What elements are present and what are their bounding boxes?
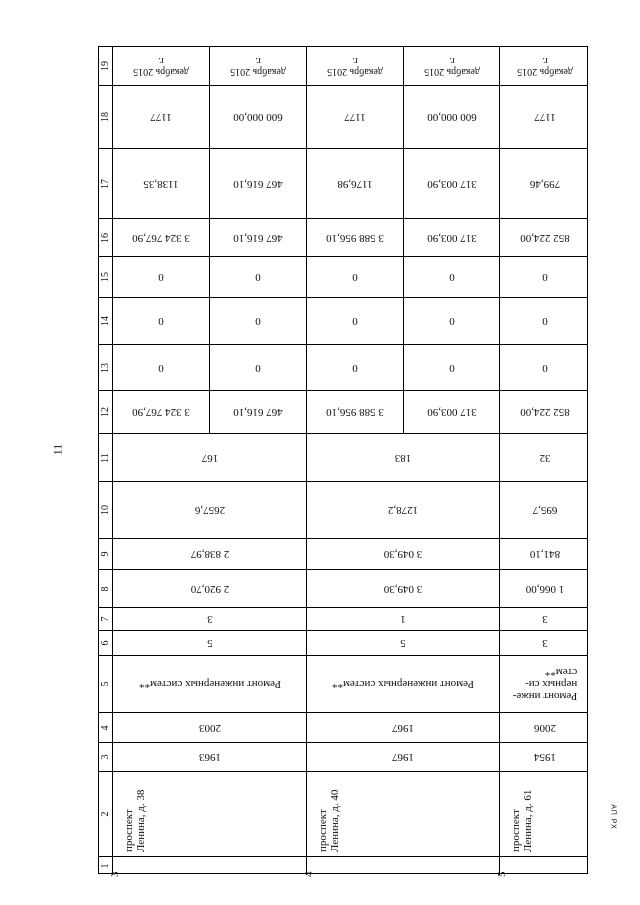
column-number-cell <box>99 149 112 218</box>
table-cell <box>499 345 589 390</box>
column-number: 5 <box>99 681 111 687</box>
column-number-cell <box>99 47 112 85</box>
table-row-col-3 <box>99 742 587 771</box>
cell-value: 1967 <box>392 751 414 763</box>
table-cell <box>306 219 403 256</box>
table-cell <box>306 434 499 481</box>
table-cell <box>499 219 589 256</box>
table-cell <box>306 539 499 569</box>
cell-value: 0 <box>448 271 455 283</box>
address-line: проспект <box>123 809 135 852</box>
table-cell <box>499 656 589 712</box>
cell-value: декабрь 2015 г. <box>327 55 383 77</box>
cell-value: 183 <box>394 451 412 464</box>
table-cell <box>112 257 209 297</box>
table-row-col-14 <box>99 297 587 344</box>
column-number: 13 <box>99 362 111 373</box>
page-number: 11 <box>50 443 65 456</box>
column-number: 15 <box>99 272 111 282</box>
cell-value: 317 003,90 <box>426 177 477 190</box>
column-number: 1 <box>99 863 111 869</box>
cell-value: 0 <box>448 361 455 374</box>
data-table <box>98 46 588 877</box>
table-cell <box>112 391 209 433</box>
table-row-col-7 <box>99 607 587 630</box>
table-cell <box>403 391 499 433</box>
table-cell <box>306 298 403 344</box>
table-cell <box>306 47 403 85</box>
table-cell <box>306 482 499 538</box>
table-cell <box>306 391 403 433</box>
table-cell <box>112 86 209 148</box>
cell-value: 600 000,00 <box>233 111 283 123</box>
cell-value: 2 920,70 <box>190 582 229 595</box>
table-cell <box>209 345 306 390</box>
table-cell <box>112 743 306 771</box>
table-cell <box>112 570 306 607</box>
column-number-cell <box>99 345 112 390</box>
table-cell <box>209 391 306 433</box>
cell-value: 3 324 767,90 <box>132 406 190 418</box>
table-cell <box>499 149 589 218</box>
cell-value: 0 <box>255 361 261 374</box>
table-cell <box>499 743 589 771</box>
work-type <box>512 666 577 702</box>
table-cell <box>499 608 589 630</box>
column-number: 18 <box>99 112 111 122</box>
table-cell <box>303 857 499 877</box>
table-cell <box>499 482 589 538</box>
cell-value: 852 224,00 <box>519 406 570 418</box>
column-number-cell <box>99 713 112 742</box>
table-cell <box>499 713 589 742</box>
table-row-col-11 <box>99 433 587 481</box>
table-row-col-12 <box>99 390 587 433</box>
table-cell <box>499 631 589 655</box>
cell-value: 0 <box>255 271 261 283</box>
column-number: 9 <box>99 551 111 557</box>
column-number-cell <box>99 631 112 655</box>
cell-value: 1 066,00 <box>525 582 564 595</box>
cell-value: 1176,98 <box>337 177 373 190</box>
table-row-col-16 <box>99 218 587 256</box>
table-row-col-4 <box>99 712 587 742</box>
table-cell <box>306 631 499 655</box>
cell-value: 0 <box>541 361 548 374</box>
record-number: 3 <box>109 871 121 877</box>
footer-mark: АП РХ <box>609 804 617 830</box>
table-cell <box>403 47 499 85</box>
table-cell <box>112 482 306 538</box>
cell-value: 841,10 <box>529 548 560 560</box>
cell-value: декабрь 2015 г. <box>423 55 480 77</box>
column-number-cell <box>99 743 112 771</box>
cell-value: 5 <box>206 637 213 649</box>
cell-value: 467 616,10 <box>233 231 283 244</box>
cell-value: 1963 <box>198 751 221 763</box>
column-number: 16 <box>99 232 111 243</box>
cell-value: 3 049,30 <box>383 548 423 560</box>
cell-value: 695,7 <box>532 504 557 516</box>
column-number-cell <box>99 570 112 607</box>
column-number: 14 <box>99 316 111 326</box>
table-row-col-10 <box>99 481 587 538</box>
table-cell <box>112 298 209 344</box>
table-cell <box>112 149 209 218</box>
record-number: 4 <box>303 871 315 877</box>
column-number: 19 <box>99 61 111 71</box>
table-cell <box>306 608 499 630</box>
cell-value: 5 <box>400 637 406 649</box>
table-cell <box>112 539 306 569</box>
cell-value: 0 <box>352 315 358 327</box>
table-cell <box>499 391 589 433</box>
address-line: Ленина, д. 40 <box>329 789 341 852</box>
table-cell <box>209 298 306 344</box>
table-cell <box>306 743 499 771</box>
cell-value: 1177 <box>150 111 172 123</box>
cell-value: 0 <box>541 271 548 283</box>
table-row-col-19 <box>99 47 587 85</box>
cell-value: декабрь 2015 г. <box>516 55 573 77</box>
cell-value: декабрь 2015 г. <box>133 55 189 77</box>
cell-value: 3 <box>541 613 548 625</box>
cell-value: 1177 <box>533 111 556 123</box>
column-number-cell <box>99 608 112 630</box>
cell-value: 0 <box>158 271 164 283</box>
table-row-col-18 <box>99 85 587 148</box>
cell-value: 32 <box>539 451 550 464</box>
column-number-cell <box>99 772 112 856</box>
cell-value: 3 588 956,10 <box>326 231 384 244</box>
table-cell <box>403 257 499 297</box>
column-number-cell <box>99 219 112 256</box>
cell-value: 2657,6 <box>194 504 225 516</box>
column-number-cell <box>99 539 112 569</box>
table-cell <box>209 257 306 297</box>
cell-value: 2003 <box>198 721 221 734</box>
work-type-line: нерных си- <box>524 678 577 690</box>
table-row-col-13 <box>99 344 587 390</box>
table-cell <box>403 345 499 390</box>
column-number: 4 <box>99 725 111 730</box>
address-line: Ленина, д. 61 <box>522 789 534 852</box>
cell-value: 1278,2 <box>387 504 419 516</box>
column-number-cell <box>99 298 112 344</box>
table-row-col-2 <box>99 771 587 856</box>
table-cell <box>499 772 589 856</box>
cell-value: Ремонт инженерных систем** <box>332 678 474 690</box>
table-cell <box>112 772 306 856</box>
table-cell <box>499 539 589 569</box>
cell-value: 1954 <box>533 751 556 763</box>
table-cell <box>306 345 403 390</box>
cell-value: 0 <box>158 315 164 327</box>
cell-value: 317 003,90 <box>426 406 477 418</box>
table-cell <box>499 86 589 148</box>
cell-value: 0 <box>541 315 548 327</box>
table-cell <box>209 219 306 256</box>
cell-value: декабрь 2015 г. <box>230 55 286 77</box>
column-number: 10 <box>99 505 111 515</box>
cell-value: 3 049,30 <box>383 582 423 595</box>
table-cell <box>499 434 589 481</box>
table-cell <box>306 656 499 712</box>
table-cell <box>499 298 589 344</box>
table-cell <box>499 257 589 297</box>
table-cell <box>209 149 306 218</box>
table-cell <box>306 772 499 856</box>
table-row-col-5 <box>99 655 587 712</box>
cell-value: 3 <box>206 613 213 625</box>
table-cell <box>403 86 499 148</box>
cell-value: 2006 <box>533 721 556 734</box>
column-number-cell <box>99 434 112 481</box>
column-number: 7 <box>99 616 111 622</box>
table-row-col-1 <box>99 856 587 875</box>
column-number-cell <box>99 391 112 433</box>
column-number: 11 <box>99 452 111 463</box>
table-cell <box>112 219 209 256</box>
cell-value: 1177 <box>344 111 366 123</box>
column-number: 6 <box>99 640 111 646</box>
table-row-col-8 <box>99 569 587 607</box>
cell-value: 0 <box>448 315 455 327</box>
column-number-cell <box>99 257 112 297</box>
cell-value: 467 616,10 <box>233 177 283 190</box>
column-number: 8 <box>99 586 111 591</box>
address-line: проспект <box>510 809 522 852</box>
table-cell <box>209 47 306 85</box>
column-number: 2 <box>99 811 111 817</box>
cell-value: 467 616,10 <box>233 406 283 418</box>
table-cell <box>112 713 306 742</box>
table-cell <box>306 713 499 742</box>
cell-value: Ремонт инженерных систем** <box>138 678 281 690</box>
cell-value: 1 <box>400 613 406 625</box>
column-number-cell <box>99 482 112 538</box>
cell-value: 1138,35 <box>143 177 179 190</box>
cell-value: 852 224,00 <box>519 231 570 244</box>
column-number: 12 <box>99 407 111 417</box>
cell-value: 0 <box>352 361 358 374</box>
table-cell <box>306 149 403 218</box>
cell-value: 600 000,00 <box>426 111 477 123</box>
table-cell <box>403 219 499 256</box>
column-number-cell <box>99 656 112 712</box>
cell-value: 317 003,90 <box>426 231 477 244</box>
table-cell <box>499 47 589 85</box>
table-cell <box>496 857 589 877</box>
table-cell <box>403 149 499 218</box>
column-number: 17 <box>99 178 111 189</box>
table-row-col-15 <box>99 256 587 297</box>
table-cell <box>112 47 209 85</box>
table-cell <box>112 631 306 655</box>
cell-value: 1967 <box>392 721 414 734</box>
table-cell <box>306 86 403 148</box>
column-number: 3 <box>99 754 111 760</box>
table-cell <box>403 298 499 344</box>
cell-value: 0 <box>255 315 261 327</box>
cell-value: 799,46 <box>529 177 560 190</box>
cell-value: 2 838,97 <box>190 548 229 560</box>
table-row-col-9 <box>99 538 587 569</box>
table-row-col-6 <box>99 630 587 655</box>
cell-value: 0 <box>352 271 358 283</box>
table-cell <box>306 570 499 607</box>
table-row-col-17 <box>99 148 587 218</box>
table-cell <box>109 857 306 877</box>
column-number-cell <box>99 86 112 148</box>
table-cell <box>209 86 306 148</box>
cell-value: 0 <box>158 361 164 374</box>
work-type-line: стем** <box>544 666 577 678</box>
record-number: 5 <box>496 871 508 877</box>
table-cell <box>112 434 306 481</box>
table-cell <box>112 345 209 390</box>
cell-value: 3 324 767,90 <box>132 231 190 244</box>
address-line: Ленина, д. 38 <box>135 789 147 852</box>
work-type-line: Ремонт инже- <box>512 690 577 702</box>
cell-value: 3 <box>541 637 548 649</box>
address-line: проспект <box>317 809 329 852</box>
cell-value: 167 <box>201 451 218 464</box>
cell-value: 3 588 956,10 <box>326 406 384 418</box>
table-cell <box>112 656 306 712</box>
table-cell <box>112 608 306 630</box>
table-cell <box>306 257 403 297</box>
table-cell <box>499 570 589 607</box>
